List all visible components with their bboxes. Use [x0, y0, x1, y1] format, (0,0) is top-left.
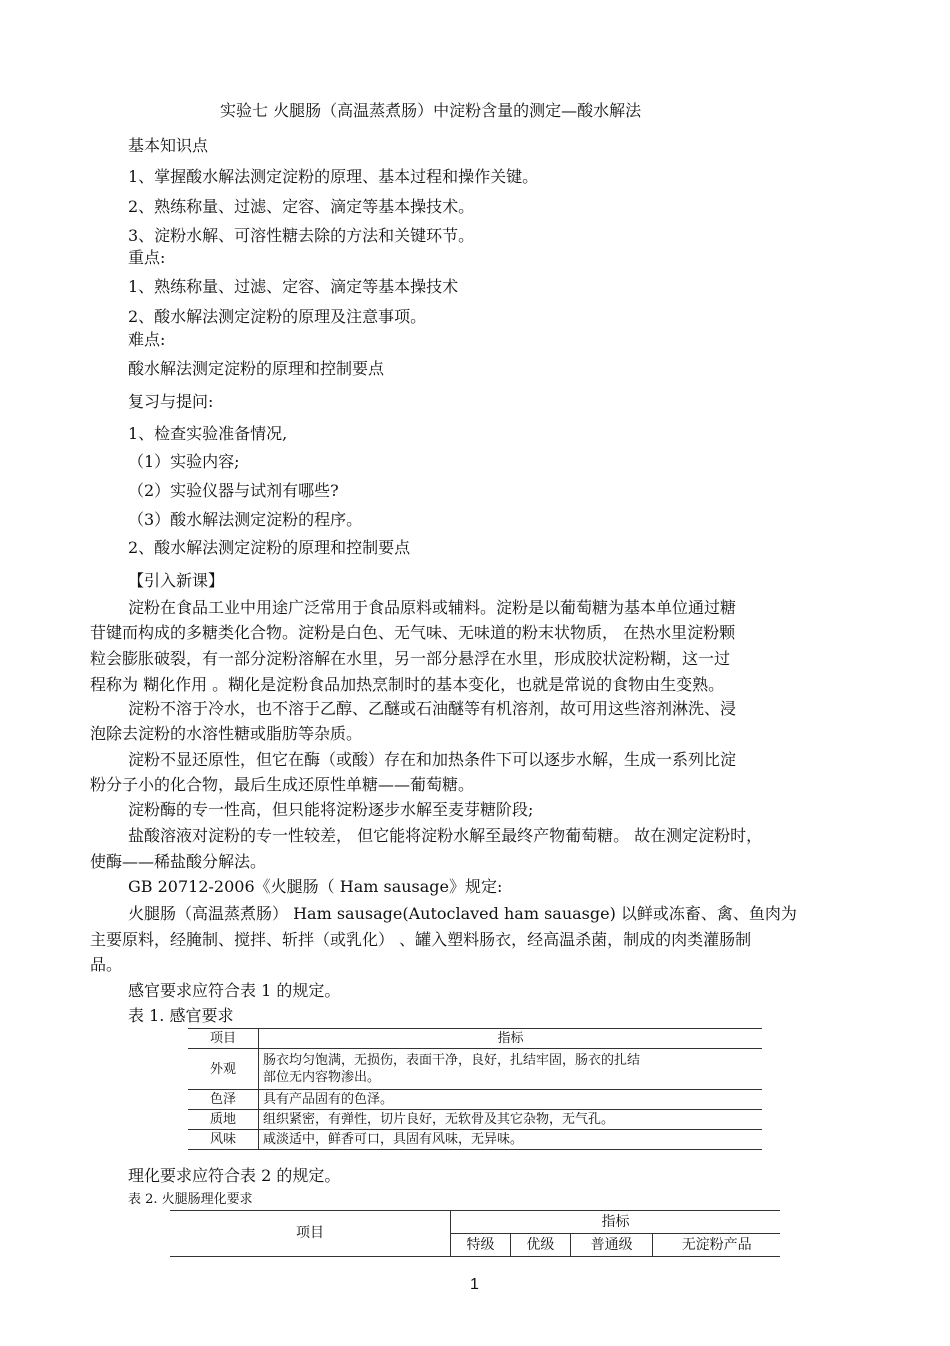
- table-row: [188, 1110, 762, 1130]
- table-cell-line: 部位无内容物渗出。: [263, 1070, 381, 1085]
- intro-line: 盐酸溶液对淀粉的专一性较差， 但它能将淀粉水解至最终产物葡萄糖。 故在测定淀粉时，: [128, 826, 763, 845]
- intro-line: 品。: [90, 955, 123, 974]
- table-cell-item: 外观: [188, 1049, 259, 1090]
- physicochemical-requirements-table: [170, 1210, 780, 1257]
- review-item: （2）实验仪器与试剂有哪些?: [128, 481, 339, 500]
- review-item: 2、酸水解法测定淀粉的原理和控制要点: [128, 538, 411, 557]
- review-item: （3）酸水解法测定淀粉的程序。: [128, 510, 363, 529]
- intro-line: 主要原料，经腌制、搅拌、斩拌（或乳化） 、罐入塑料肠衣，经高温杀菌，制成的肉类灌肠制: [90, 930, 752, 949]
- intro-line: 程称为 糊化作用 。糊化是淀粉食品加热烹制时的基本变化，也就是常说的食物由生变熟。: [90, 675, 725, 694]
- intro-line: 淀粉酶的专一性高，但只能将淀粉逐步水解至麦芽糖阶段;: [128, 800, 534, 819]
- review-item: 1、检查实验准备情况,: [128, 424, 288, 443]
- intro-line: 苷键而构成的多糖类化合物。淀粉是白色、无气味、无味道的粉末状物质， 在热水里淀粉颗: [90, 623, 736, 642]
- page-number: 1: [470, 1276, 479, 1293]
- table-row: [188, 1090, 762, 1110]
- table-row: [188, 1049, 762, 1090]
- table-cell-item: 风味: [188, 1130, 259, 1150]
- knowledge-item: 3、淀粉水解、可溶性糖去除的方法和关键环节。: [128, 226, 475, 245]
- intro-line: 淀粉不溶于冷水，也不溶于乙醇、乙醚或石油醚等有机溶剂，故可用这些溶剂淋洗、浸: [128, 699, 737, 718]
- intro-line: 粉分子小的化合物，最后生成还原性单糖——葡萄糖。: [90, 775, 475, 794]
- grade-header: 无淀粉产品: [653, 1234, 780, 1257]
- table1-caption: 表 1. 感官要求: [128, 1006, 234, 1025]
- key-point-item: 1、熟练称量、过滤、定容、滴定等基本操技术: [128, 277, 459, 296]
- intro-line: 感官要求应符合表 1 的规定。: [128, 981, 341, 1000]
- after-table1-text: 理化要求应符合表 2 的规定。: [128, 1166, 341, 1185]
- grade-header: 普通级: [570, 1234, 653, 1257]
- table-cell-indicator: 咸淡适中，鲜香可口，具固有风味，无异味。: [259, 1130, 763, 1150]
- table-header-indicator: 指标: [451, 1211, 781, 1234]
- table-cell-indicator: [259, 1049, 763, 1090]
- intro-line: GB 20712-2006《火腿肠（ Ham sausage》规定:: [128, 877, 503, 896]
- table2-caption: 表 2. 火腿肠理化要求: [128, 1192, 253, 1207]
- table-cell-line: 肠衣均匀饱满，无损伤，表面干净，良好，扎结牢固，肠衣的扎结: [263, 1053, 641, 1068]
- document-title: 实验七 火腿肠（高温蒸煮肠）中淀粉含量的测定—酸水解法: [220, 101, 642, 120]
- table-header-row: [170, 1211, 780, 1234]
- review-heading: 复习与提问:: [128, 392, 214, 411]
- table-header-row: [188, 1029, 762, 1049]
- intro-line: 粒会膨胀破裂，有一部分淀粉溶解在水里，另一部分悬浮在水里，形成胶状淀粉糊，这一过: [90, 649, 731, 668]
- table-cell-item: 质地: [188, 1110, 259, 1130]
- key-point-item: 2、酸水解法测定淀粉的原理及注意事项。: [128, 307, 427, 326]
- intro-line: 淀粉在食品工业中用途广泛常用于食品原料或辅料。淀粉是以葡萄糖为基本单位通过糖: [128, 598, 737, 617]
- grade-header: 特级: [451, 1234, 511, 1257]
- intro-line: 使酶——稀盐酸分解法。: [90, 852, 267, 871]
- knowledge-item: 2、熟练称量、过滤、定容、滴定等基本操技术。: [128, 197, 475, 216]
- table-header-item: 项目: [170, 1211, 451, 1257]
- intro-line: 淀粉不显还原性，但它在酶（或酸）存在和加热条件下可以逐步水解，生成一系列比淀: [128, 750, 737, 769]
- review-item: （1）实验内容;: [128, 452, 240, 471]
- table-header-indicator: 指标: [259, 1029, 763, 1049]
- table-header-item: 项目: [188, 1029, 259, 1049]
- table-row: [188, 1130, 762, 1150]
- knowledge-heading: 基本知识点: [128, 136, 209, 155]
- difficulty-text: 酸水解法测定淀粉的原理和控制要点: [128, 359, 385, 378]
- knowledge-item: 1、掌握酸水解法测定淀粉的原理、基本过程和操作关键。: [128, 167, 539, 186]
- intro-line: 火腿肠（高温蒸煮肠） Ham sausage(Autoclaved ham sauasge) 以鲜或冻畜、禽、鱼肉为: [128, 904, 797, 923]
- intro-heading: 【引入新课】: [128, 571, 225, 590]
- sensory-requirements-table: [188, 1028, 762, 1150]
- grade-header: 优级: [510, 1234, 570, 1257]
- difficulty-heading: 难点:: [128, 330, 166, 349]
- intro-line: 泡除去淀粉的水溶性糖或脂肪等杂质。: [90, 724, 363, 743]
- table-cell-indicator: 组织紧密，有弹性，切片良好，无软骨及其它杂物，无气孔。: [259, 1110, 763, 1130]
- table-cell-indicator: 具有产品固有的色泽。: [259, 1090, 763, 1110]
- table-cell-item: 色泽: [188, 1090, 259, 1110]
- key-points-heading: 重点:: [128, 248, 166, 267]
